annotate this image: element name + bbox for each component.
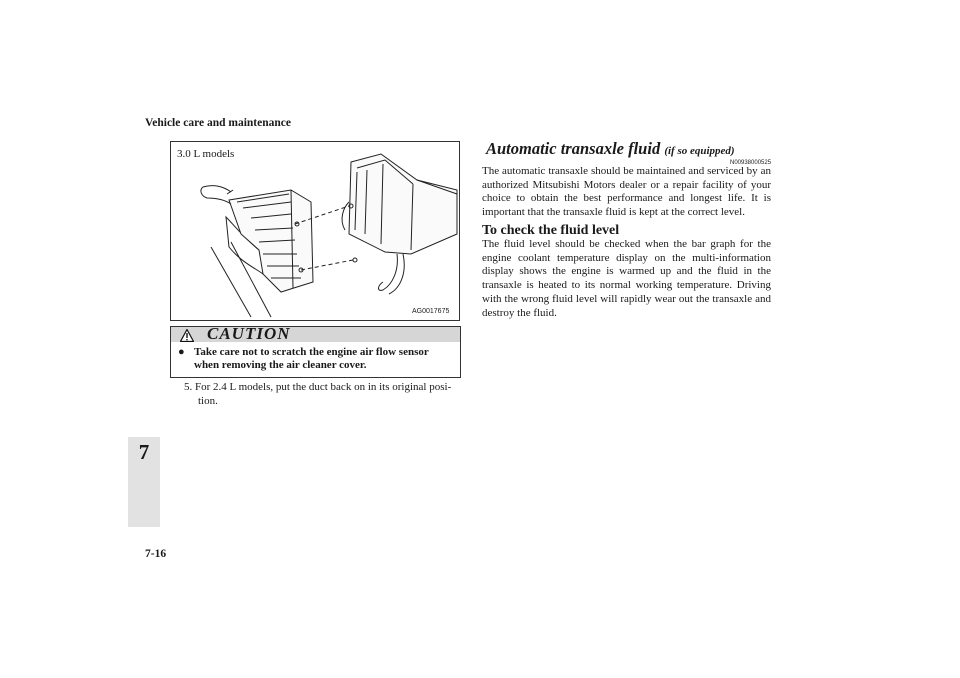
caution-title: CAUTION bbox=[207, 324, 291, 343]
caution-text bbox=[178, 346, 456, 372]
subsection-title: To check the fluid level bbox=[482, 223, 620, 238]
step-5-line-1: 5. For 2.4 L models, put the duct back on in its original posi- bbox=[184, 381, 452, 393]
caution-line-1: Take care not to scratch the engine air flow sensor bbox=[194, 346, 429, 358]
page-number: 7-16 bbox=[145, 548, 167, 560]
illustration-frame bbox=[170, 141, 460, 321]
caution-bullet: ● bbox=[178, 346, 185, 358]
running-header: Vehicle care and maintenance bbox=[145, 117, 291, 129]
step-5-line-2: tion. bbox=[198, 394, 218, 407]
chapter-tab-number: 7 bbox=[138, 440, 150, 464]
section-title-suffix: (if so equipped) bbox=[664, 145, 735, 157]
warning-triangle-icon bbox=[180, 329, 194, 342]
section-title bbox=[486, 139, 735, 159]
air-cleaner-illustration bbox=[171, 142, 459, 320]
step-5 bbox=[184, 381, 460, 408]
figure-code: AG0017675 bbox=[412, 308, 450, 315]
subsection-paragraph: The fluid level should be checked when the bar graph for the engine coolant temperature display on the multi-information display shows the engine is warmed up and the fluid in the transaxle is heated to its normal working temperature. Driving with the wrong fluid level will rapidly wear out the transaxle and destroy the fluid. bbox=[482, 238, 771, 319]
caution-line-2: when removing the air cleaner cover. bbox=[194, 359, 367, 371]
section-title-main: Automatic transaxle fluid bbox=[486, 139, 661, 158]
section-paragraph: The automatic transaxle should be maintained and serviced by an authorized Mitsubishi Motors dealer or a repair facility of your choice to obtain the best performance and longest life. It is important that the transaxle fluid is kept at the correct level. bbox=[482, 165, 771, 219]
figure-label: 3.0 L models bbox=[177, 148, 235, 160]
section-code: N00938000525 bbox=[730, 160, 772, 166]
